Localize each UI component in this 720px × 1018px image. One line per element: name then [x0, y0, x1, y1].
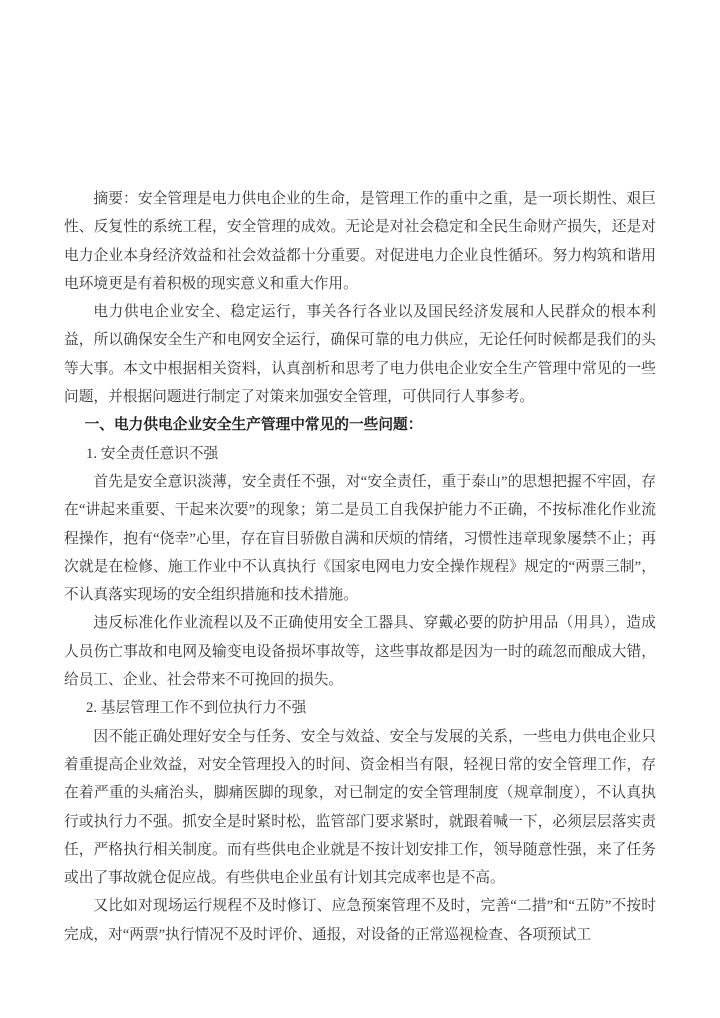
- issue-2-title: 2. 基层管理工作不到位执行力不强: [86, 700, 307, 717]
- abstract-paragraph: 摘要：安全管理是电力供电企业的生命，是管理工作的重中之重，是一项长期性、艰巨性、反复性的系统工程，安全管理的成效。无论是对社会稳定和全民生命财产损失，还是对电力企业本身经济效益和社会效益都十分重要。对促进电力企业良性循环。努力构筑和谐用电环境更是有着积极的现实意义和重大作用。: [64, 191, 656, 292]
- issue-1-title: 1. 安全责任意识不强: [86, 445, 219, 462]
- document-body: [64, 185, 656, 949]
- issue-1-paragraph-2: 违反标准化作业流程以及不正确使用安全工器具、穿戴必要的防护用品（用具），造成人员伤亡事故和电网及输变电设备损坏事故等，这些事故都是因为一时的疏忽而酿成大错，给员工、企业、社会带来不可挽回的损失。: [64, 615, 656, 689]
- section-1-heading: 一、电力供电企业安全生产管理中常见的一些问题：: [84, 417, 423, 434]
- issue-2-paragraph-1: 因不能正确处理好安全与任务、安全与效益、安全与发展的关系，一些电力供电企业只着重提高企业效益，对安全管理投入的时间、资金相当有限，轻视日常的安全管理工作，存在着严重的头痛治头，脚痛医脚的现象，对已制定的安全管理制度（规章制度），不认真执行或执行力不强。抓安全是时紧时松，监管部门要求紧时，就跟着喊一下，必须层层落实责任，严格执行相关制度。而有些供电企业就是不按计划安排工作，领导随意性强，来了任务或出了事故就仓促应战。有些供电企业虽有计划其完成率也是不高。: [64, 728, 656, 887]
- intro-paragraph: 电力供电企业安全、稳定运行，事关各行各业以及国民经济发展和人民群众的根本利益，所以确保安全生产和电网安全运行，确保可靠的电力供应，无论任何时候都是我们的头等大事。本文中根据相关资料，认真剖析和思考了电力供电企业安全生产管理中常见的一些问题，并根据问题进行制定了对策来加强安全管理，可供同行人事参考。: [64, 304, 656, 406]
- issue-1-paragraph-1: 首先是安全意识淡薄，安全责任不强，对“安全责任，重于泰山”的思想把握不牢固，存在“讲起来重要、干起来次要”的现象；第二是员工自我保护能力不正确，不按标准化作业流程操作，抱有“侥幸”心里，存在盲目骄傲自满和厌烦的情绪，习惯性违章现象屡禁不止；再次就是在检修、施工作业中不认真执行《国家电网电力安全操作规程》规定的“两票三制”，不认真落实现场的安全组织措施和技术措施。: [64, 473, 656, 604]
- issue-2-paragraph-2: 又比如对现场运行规程不及时修订、应急预案管理不及时，完善“二措”和“五防”不按时完成，对“两票”执行情况不及时评价、通报，对设备的正常巡视检查、各项预试工: [64, 898, 656, 943]
